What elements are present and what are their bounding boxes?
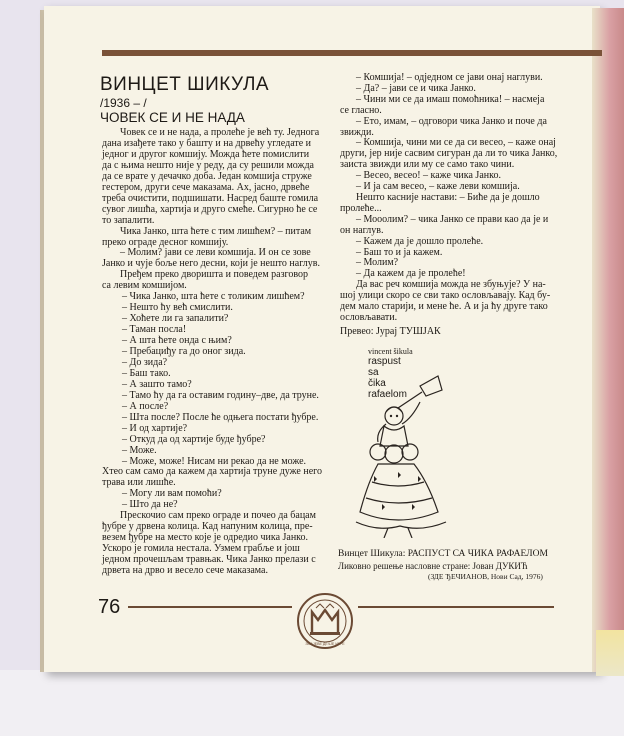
text-line: трава или лишће. <box>102 477 176 489</box>
text-line: ђубре у дрвена колица. Кад напуним колица, пре- <box>102 521 313 533</box>
text-line: – Пребациђу га до оног зида. <box>122 346 246 357</box>
text-line: – Што да не? <box>122 499 178 511</box>
text-line: – А шта ћете онда с њим? <box>122 335 232 347</box>
text-line: – Ето, имам, – одговори чика Јанко и поче да <box>356 115 547 127</box>
text-line: – Може, може! Нисам ни рекао да не може. <box>122 455 307 467</box>
text-line: – Хоћете ли га запалити? <box>122 313 229 325</box>
text-line: пролеће... <box>340 202 382 214</box>
text-line: Човек се и не нада, а пролеће је већ ту. Једнога <box>120 127 320 138</box>
text-line: – Баш тако. <box>122 367 171 379</box>
text-line: Хтео сам само да кажем да хартија труне дуже него <box>102 466 323 478</box>
text-line: – До зида? <box>122 356 168 368</box>
handwritten-line: raspust <box>368 356 401 367</box>
text-line: заиста звижди или му се само тако чини. <box>340 159 515 171</box>
text-line: – Комшија, чини ми се да си весео, – каже онај <box>356 137 556 149</box>
text-line: – Баш то и ја кажем. <box>356 246 443 258</box>
text-line: – Таман посла! <box>122 324 187 336</box>
cover-credit: Ликовно решење насловне стране: Јован ДУКИЋ <box>338 561 528 571</box>
text-line: – Чини ми се да имаш помоћника! – насмеја <box>356 93 545 105</box>
text-line: – А зашто тамо? <box>122 378 192 390</box>
text-line: ословљавати. <box>340 312 398 323</box>
text-line: Нешто касније настави: – Биће да је дошло <box>356 192 540 203</box>
text-line: други, јер није сасвим сигуран да ли то чика Јанко, <box>340 148 558 160</box>
text-line: – Молим? јави се леви комшија. И он се зове <box>120 247 311 259</box>
text-line: сувог лишћа, хартија и друго смеће. Сигурно ће се <box>102 203 318 215</box>
handwritten-line: rafaelom <box>368 389 407 400</box>
text-line: Чика Јанко, шта ћете с тим лишћем? – питам <box>120 225 312 237</box>
text-line: дем мало старији, и мене ће. А и ја ћу друге тако <box>340 301 548 313</box>
translator-credit: Превео: Јурај ТУШЈАК <box>340 326 441 337</box>
header-rule-right <box>354 50 602 56</box>
text-line: – Мооолим? – чика Јанко се прави као да је и <box>356 213 549 225</box>
text-line: – Чика Јанко, шта ћете с толиким лишћем? <box>122 291 305 303</box>
footer-rule-left <box>128 606 292 608</box>
text-line: Прескочио сам преко ограде и почео да бацам <box>120 510 316 522</box>
text-line: – А после? <box>122 400 169 412</box>
text-line: гестером, други сече маказама. Ах, јасно, дрвеће <box>102 181 310 193</box>
text-line: – Да? – јави се и чика Јанко. <box>356 82 476 94</box>
text-line: дана изађете тако у башту и на дрвећу угледате и <box>102 137 312 149</box>
text-line: – Да кажем да је пролеће! <box>356 268 466 280</box>
cellist-figure-illustration <box>338 372 462 538</box>
page-edge-corner <box>596 630 624 676</box>
story-title: ЧОВЕК СЕ И НЕ НАДА <box>100 110 245 125</box>
text-line: – Кажем да је дошло пролеће. <box>356 235 484 247</box>
handwritten-line: sa <box>368 367 379 378</box>
text-line: везем ђубре на место које је одредио чика Јанко. <box>102 532 309 544</box>
text-line: са левим комшијом. <box>102 280 187 292</box>
text-line: једном прочешљам травњак. Чика Јанко прелази с <box>102 554 316 566</box>
page-edge-right <box>592 8 624 672</box>
text-line: – Нешто ћу већ смислити. <box>122 302 233 314</box>
logo-text: ЗМАЈЕВЕ ДЕЧЈЕ ИГРЕ <box>305 642 345 646</box>
page-number: 76 <box>98 596 121 618</box>
text-line: – И ја сам весео, – каже леви комшија. <box>356 181 520 193</box>
header-rule-left <box>102 50 354 56</box>
text-line: шој улици скоро се сви тако ословљавају. Кад бу- <box>340 290 551 302</box>
text-line: једног и другог комшију. Можда ћете помислити <box>102 148 310 160</box>
text-line: преко ограде десног комшију. <box>102 236 229 248</box>
zmaj-festival-logo <box>296 592 354 650</box>
text-line: – Тамо ћу да га оставим годину–две, да труне. <box>122 389 319 401</box>
text-line: се гласно. <box>340 104 382 116</box>
text-line: Да вас реч комшија можда не збуњује? У на- <box>356 279 546 291</box>
text-line: да се врате у дечачко доба. Један комшија струже <box>102 170 312 182</box>
background-bottom <box>0 670 624 736</box>
text-line: – Комшија! – одједном се јави онај наглуви. <box>356 72 543 83</box>
text-line: – Молим? <box>356 257 399 269</box>
publisher-credit: (ЗДЕ ЂЕЧИАНОВ, Нови Сад, 1976) <box>428 572 543 581</box>
text-line: – Откуд да од хартије буде ђубре? <box>122 433 266 445</box>
text-line: треба очистити, подшишати. Насред баште гомила <box>102 192 319 204</box>
text-line: да с њима нешто није у реду, да су решили можда <box>102 159 314 171</box>
text-line: – И од хартије? <box>122 422 188 434</box>
handwritten-line: čika <box>368 378 386 389</box>
footer-rule-right <box>358 606 554 608</box>
text-line: – Може. <box>122 444 157 456</box>
text-line: дрвета на дрво и весело сече маказама. <box>102 565 268 576</box>
text-line: то запалити. <box>102 214 155 226</box>
text-line: – Шта после? После ће одњега постати ђубре. <box>122 411 319 423</box>
text-line: Ускоро је гомила нестала. Узмем грабље и још <box>102 543 300 555</box>
text-line: Пређем преко дворишта и поведем разговор <box>120 269 309 281</box>
text-line: – Могу ли вам помоћи? <box>122 488 222 500</box>
author-years: /1936 – / <box>100 96 147 110</box>
author-name: ВИНЦЕТ ШИКУЛА <box>100 74 270 95</box>
book-caption: Винцет Шикула: РАСПУСТ СА ЧИКА РАФАЕЛОМ <box>338 549 548 559</box>
text-line: Јанко и чује боље него десни, који је нешто наглув. <box>102 258 321 270</box>
text-line: он наглув. <box>340 224 384 236</box>
text-line: звижди. <box>340 126 374 138</box>
text-line: – Весео, весео! – каже чика Јанко. <box>356 170 501 182</box>
illustration-credit: vincent šikula <box>368 347 413 356</box>
